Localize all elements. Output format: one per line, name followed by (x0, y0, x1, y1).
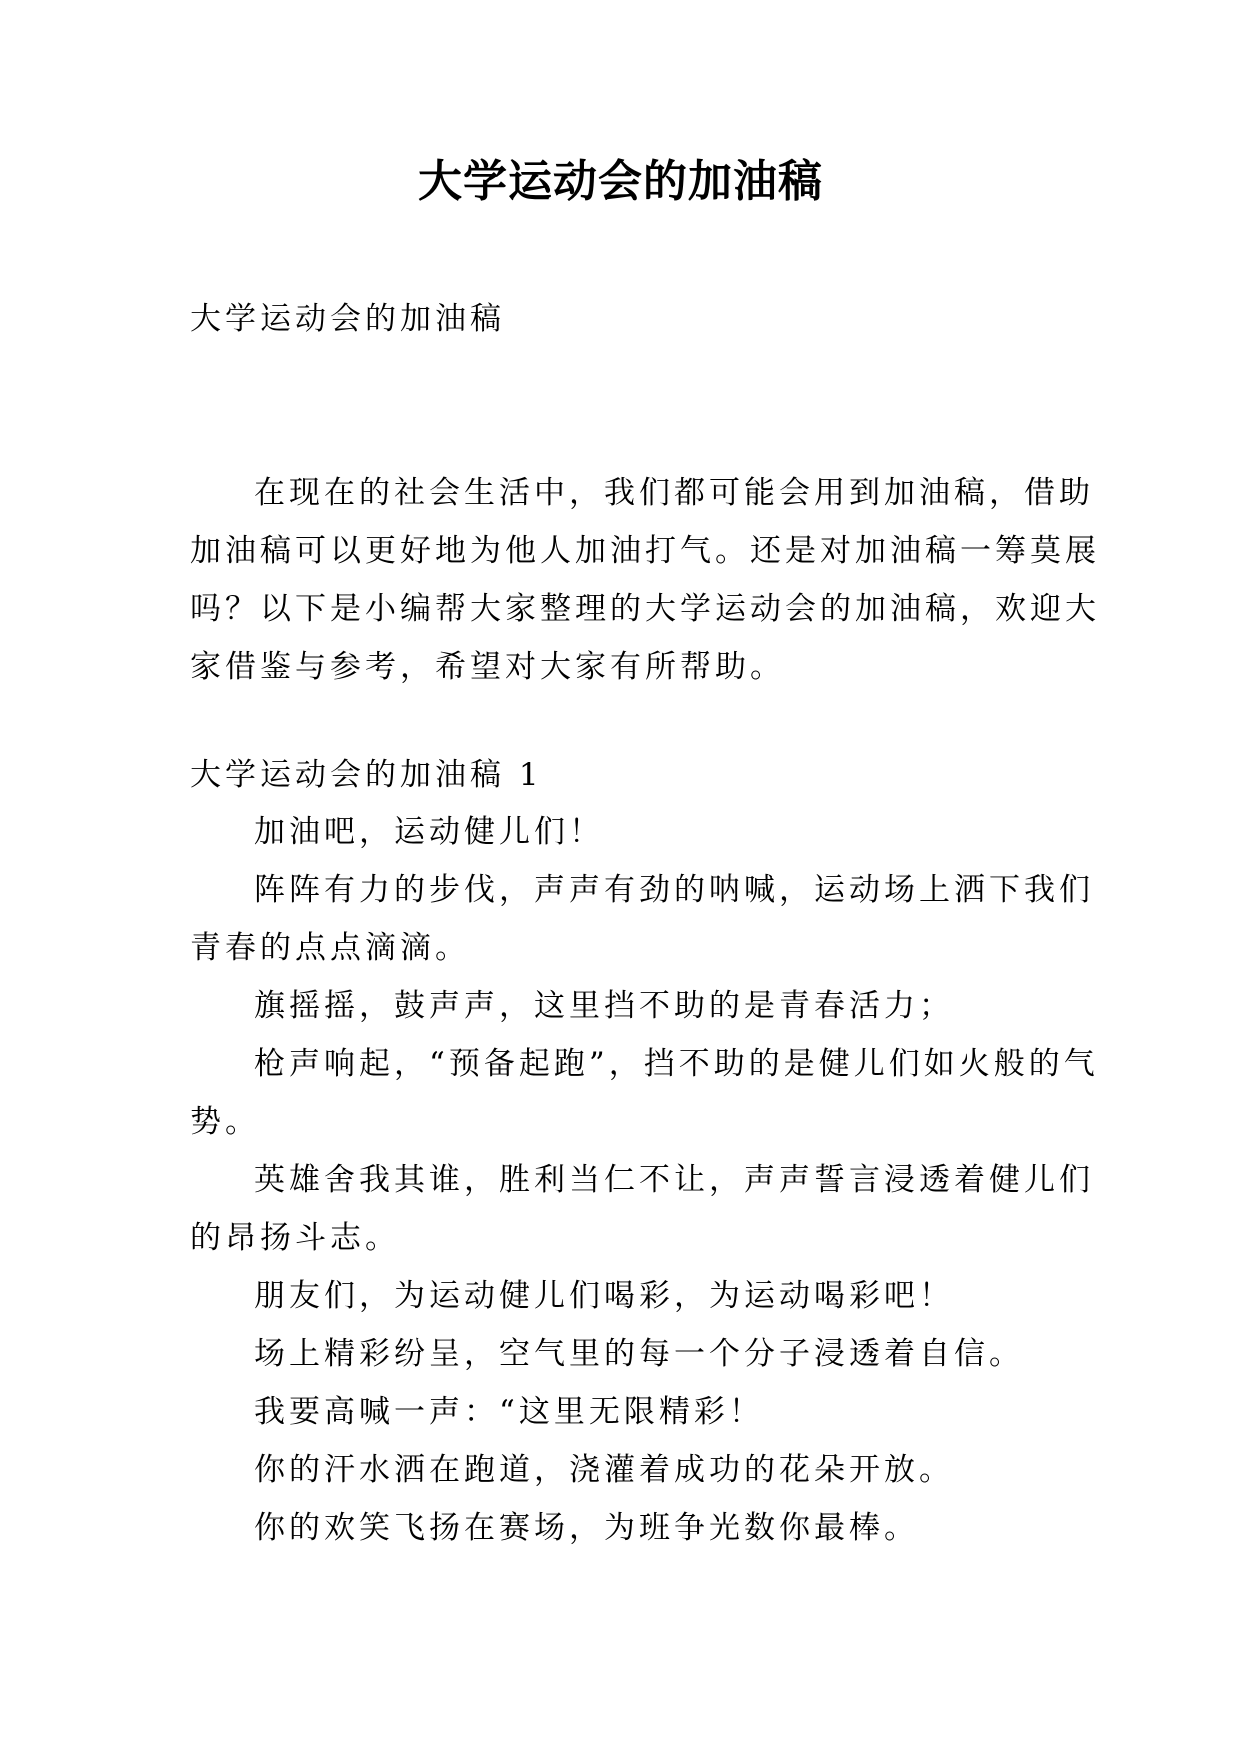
body-line: 的昂扬斗志。 (190, 1220, 400, 1256)
body-line: 你的汗水洒在跑道，浇灌着成功的花朵开放。 (254, 1452, 954, 1488)
section-heading: 大学运动会的加油稿 1 (190, 757, 543, 793)
body-line: 加油吧，运动健儿们！ (254, 814, 604, 850)
body-line: 场上精彩纷呈，空气里的每一个分子浸透着自信。 (254, 1336, 1024, 1372)
document-title: 大学运动会的加油稿 (418, 156, 823, 207)
body-line: 我要高喊一声：“这里无限精彩！ (254, 1394, 764, 1430)
cheer-body (190, 803, 1099, 1557)
intro-line: 在现在的社会生活中，我们都可能会用到加油稿，借助 (254, 475, 1094, 511)
section-heading-block (190, 746, 1050, 804)
body-line: 朋友们，为运动健儿们喝彩，为运动喝彩吧！ (254, 1278, 954, 1314)
document-subtitle-block (190, 290, 1050, 348)
body-line: 英雄舍我其谁，胜利当仁不让，声声誓言浸透着健儿们 (254, 1162, 1094, 1198)
document-subtitle: 大学运动会的加油稿 (190, 301, 505, 337)
intro-line: 加油稿可以更好地为他人加油打气。还是对加油稿一筹莫展 (190, 533, 1100, 569)
body-line: 枪声响起，“预备起跑”，挡不助的是健儿们如火般的气 (254, 1046, 1099, 1082)
intro-line: 吗？以下是小编帮大家整理的大学运动会的加油稿，欢迎大 (190, 591, 1100, 627)
body-line: 势。 (190, 1104, 260, 1140)
body-line: 旗摇摇，鼓声声，这里挡不助的是青春活力； (254, 988, 954, 1024)
body-line: 你的欢笑飞扬在赛场，为班争光数你最棒。 (254, 1510, 919, 1546)
body-line: 青春的点点滴滴。 (190, 930, 470, 966)
body-line: 阵阵有力的步伐，声声有劲的呐喊，运动场上洒下我们 (254, 872, 1094, 908)
intro-line: 家借鉴与参考，希望对大家有所帮助。 (190, 649, 785, 685)
intro-paragraph (190, 464, 1100, 696)
